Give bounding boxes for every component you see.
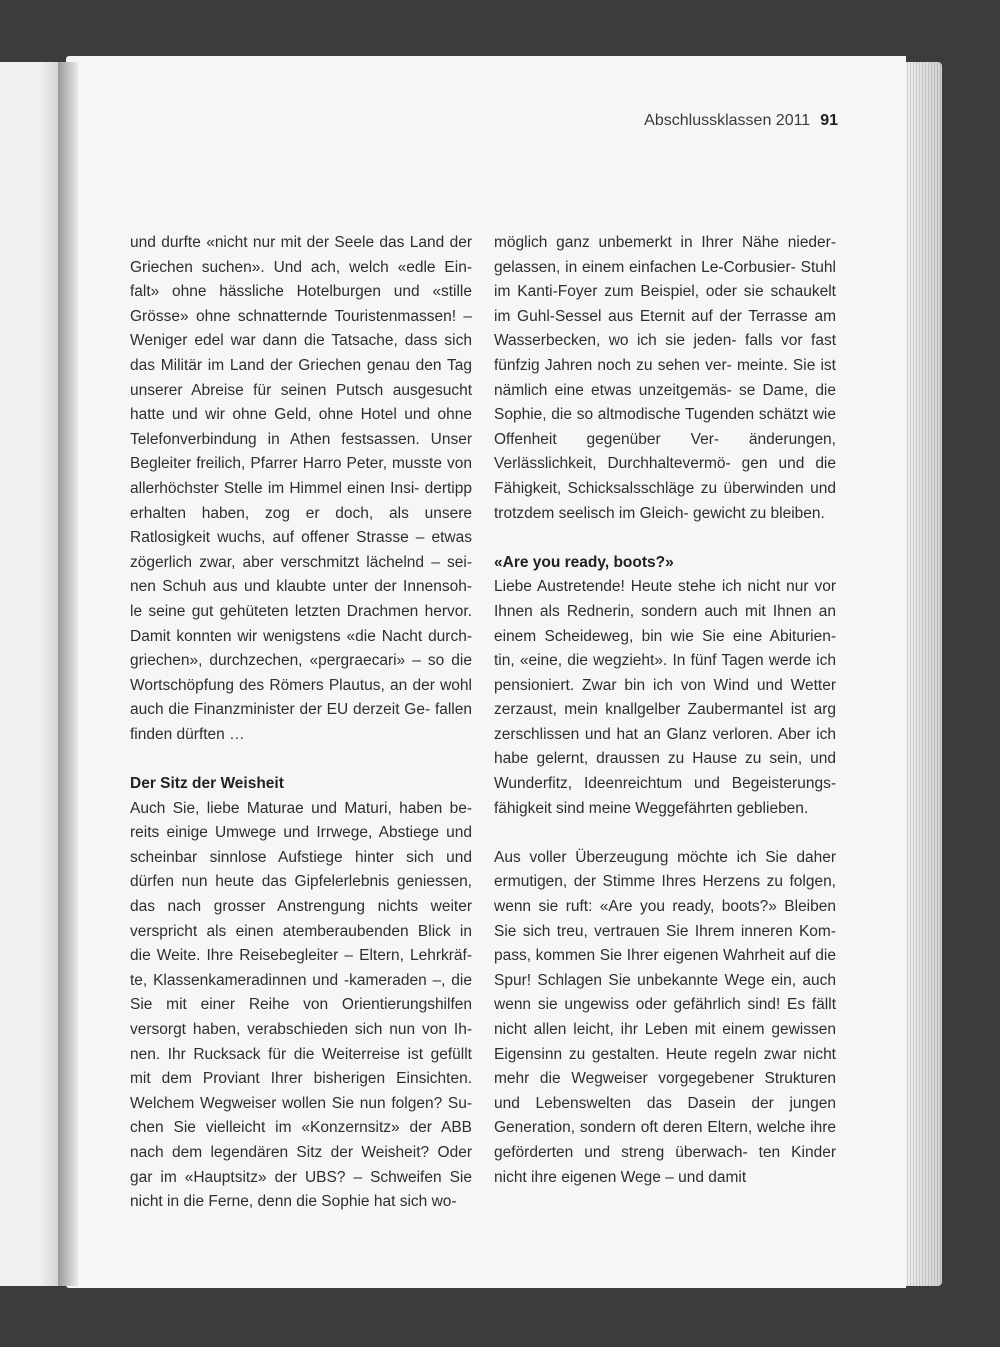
page-edges — [902, 62, 942, 1286]
paragraph: Aus voller Überzeugung möchte ich Sie daher ermutigen, der Stimme Ihres Herzens zu folgen, wenn sie ruft: «Are you ready, boots?» Bleiben Sie sich treu, vertrauen Sie Ihrem inneren Kom- pass, kommen Sie Ihrer eigenen Wahrheit auf die Spur! Schlagen Sie unbekannte Wege ein, auch wenn sie ungewiss oder gefährlich sind! Es fällt nicht allen leicht, ihr Leben mit einem gewissen Eigensinn zu gestalten. Heute regeln zwar nicht mehr die Wegweiser vorgegebener Strukturen und Lebenswelten das Dasein der jungen Generation, sondern oft deren Eltern, welche ihre geförderten und streng überwach- ten Kinder nicht ihre eigenen Wege – und damit — [494, 848, 836, 1186]
page-number: 91 — [820, 112, 838, 129]
book-gutter — [58, 62, 78, 1286]
paragraph: Auch Sie, liebe Maturae und Maturi, haben be- reits einige Umwege und Irrwege, Abstiege und scheinbar sinnlose Aufstiege hinter sich und dürfen nun heute das Gipfelerlebnis geniessen, das nach grosser Anstrengung nichts weiter verspricht als einen atemberaubenden Blick in die Weite. Ihre Reisebegleiter – Eltern, Lehrkräf- te, Klassenkameradinnen und -kameraden –, die Sie mit einer Reihe von Orientierungshilfen versorgt haben, verabschieden sich nun von Ih- nen. Ihr Rucksack für die Weiterreise ist gefüllt mit dem Proviant Ihrer bisherigen Einsichten. Welchem Wegweiser wollen Sie nun folgen? Su- chen Sie vielleicht im «Konzernsitz» der ABB nach dem legendären Sitz der Weisheit? Oder gar im «Hauptsitz» der UBS? – Schweifen Sie nicht in die Ferne, denn die Sophie hat sich wo- — [130, 799, 472, 1211]
section-heading: «Are you ready, boots?» — [494, 553, 674, 571]
paragraph: möglich ganz unbemerkt in Ihrer Nähe nieder- gelassen, in einem einfachen Le-Corbusier- Stuhl im Kanti-Foyer zum Beispiel, oder sie schaukelt im Guhl-Sessel aus Eternit auf der Terrasse am Wasserbecken, wo ich sie jeden- falls vor fast fünfzig Jahren noch zu sehen ver- meinte. Sie ist nämlich eine etwas unzeitgemäs- se Dame, die Sophie, die so altmodische Tugenden schätzt wie Offenheit gegenüber Ver- änderungen, Verlässlichkeit, Durchhaltevermö- gen und die Fähigkeit, Schicksalsschläge zu überwinden und trotzdem seelisch im Gleich- gewicht zu bleiben. — [494, 234, 836, 522]
running-header — [644, 112, 838, 130]
section-heading: Der Sitz der Weisheit — [130, 775, 284, 793]
running-title: Abschlussklassen 2011 — [644, 112, 811, 129]
paragraph: und durfte «nicht nur mit der Seele das Land der Griechen suchen». Und ach, welch «edle Ein- falt» ohne hässliche Hotelburgen und «stille Grösse» ohne schnatternde Touristenmassen! – Weniger edel war dann die Tatsache, dass sich das Militär im Land der Griechen genau den Tag unserer Abreise für seinen Putsch ausgesucht hatte und wir ohne Geld, ohne Hotel und ohne Telefonverbindung in Athen festsassen. Unser Begleiter freilich, Pfarrer Harro Peter, musste von allerhöchster Stelle im Himmel einen Insi- dertipp erhalten haben, zog er doch, als unsere Ratlosigkeit wuchs, auf offener Strasse – etwas zögerlich zwar, aber verschmitzt lächelnd – sei- nen Schuh aus und klaubte unter der Innensoh- le seine gut gehüteten letzten Drachmen hervor. Damit konnten wir wenigstens «die Nacht durch- griechen», durchzechen, «pergraecari» – so die Wortschöpfung des Römers Plautus, an der wohl auch die Finanzminister der EU derzeit Ge- fallen finden dürften … — [130, 234, 472, 743]
text-column-left — [130, 231, 472, 1215]
right-page — [66, 56, 906, 1288]
paragraph: Liebe Austretende! Heute stehe ich nicht nur vor Ihnen als Rednerin, sondern auch mit Ihnen an einem Scheideweg, bin wie Sie eine Abiturien- tin, «eine, die wegzieht». In fünf Tagen werde ich pensioniert. Zwar bin ich von Wind und Wetter zerzaust, mein knallgelber Zaubermantel ist arg zerschlissen und hat an Glanz verloren. Aber ich habe gelernt, draussen zu Hause zu sein, und Wunderfitz, Ideenreichtum und Begeisterungs- fähigkeit sind meine Weggefährten geblieben. — [494, 578, 836, 817]
text-column-right — [494, 231, 836, 1190]
